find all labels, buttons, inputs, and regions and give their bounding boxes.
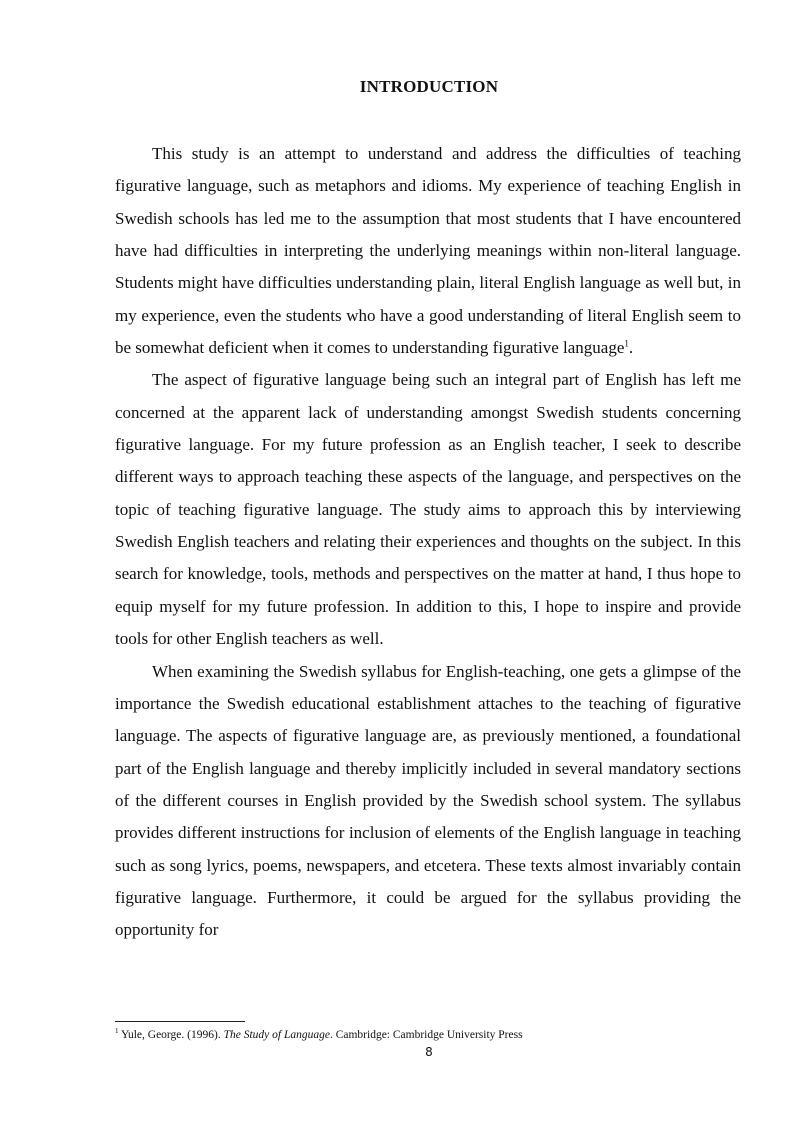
- paragraph-1-end: .: [628, 338, 634, 358]
- paragraph-1-text: This study is an attempt to understand and address the difficulties of teaching figurative language, such as metaphors and idioms. My experience of teaching English in Swedish schools has led me to the assumption that most students that I have encountered have had difficulties in interpreting the underlying meanings within non-literal language. Students might have difficulties understanding plain, literal English language as well but, in my experience, even the students who have a good understanding of literal English seem to be somewhat deficient when it comes to understanding figurative language: [115, 144, 741, 358]
- footnote-publisher: . Cambridge: Cambridge University Press: [329, 1029, 523, 1041]
- paragraph-1: [115, 138, 741, 364]
- page-number: 8: [425, 1045, 433, 1059]
- section-heading: INTRODUCTION: [359, 77, 499, 96]
- footnote-marker: 1: [115, 1027, 119, 1036]
- footnote-title: The Study of Language: [223, 1029, 330, 1041]
- footnote-separator: [115, 1021, 245, 1022]
- footnote-author: Yule, George. (1996).: [118, 1029, 224, 1041]
- paragraph-3: When examining the Swedish syllabus for English-teaching, one gets a glimpse of the importance the Swedish educational establishment attaches to the teaching of figurative language. The aspects of figurative language are, as previously mentioned, a foundational part of the English language and thereby implicitly included in several mandatory sections of the different courses in English provided by the Swedish school system. The syllabus provides different instructions for inclusion of elements of the English language in teaching such as song lyrics, poems, newspapers, and etcetera. These texts almost invariably contain figurative language. Furthermore, it could be argued for the syllabus providing the opportunity for: [115, 661, 741, 940]
- body-text: [115, 138, 741, 947]
- footnote: [115, 1028, 741, 1043]
- footnote-reference: 1: [624, 338, 629, 349]
- paragraph-2: The aspect of figurative language being such an integral part of English has left me concerned at the apparent lack of understanding amongst Swedish students concerning figurative language. For my future profession as an English teacher, I seek to describe different ways to approach teaching these aspects of the language, and perspectives on the topic of teaching figurative language. The study aims to approach this by interviewing Swedish English teachers and relating their experiences and thoughts on the subject. In this search for knowledge, tools, methods and perspectives on the matter at hand, I thus hope to equip myself for my future profession. In addition to this, I hope to inspire and provide tools for other English teachers as well.: [115, 370, 741, 649]
